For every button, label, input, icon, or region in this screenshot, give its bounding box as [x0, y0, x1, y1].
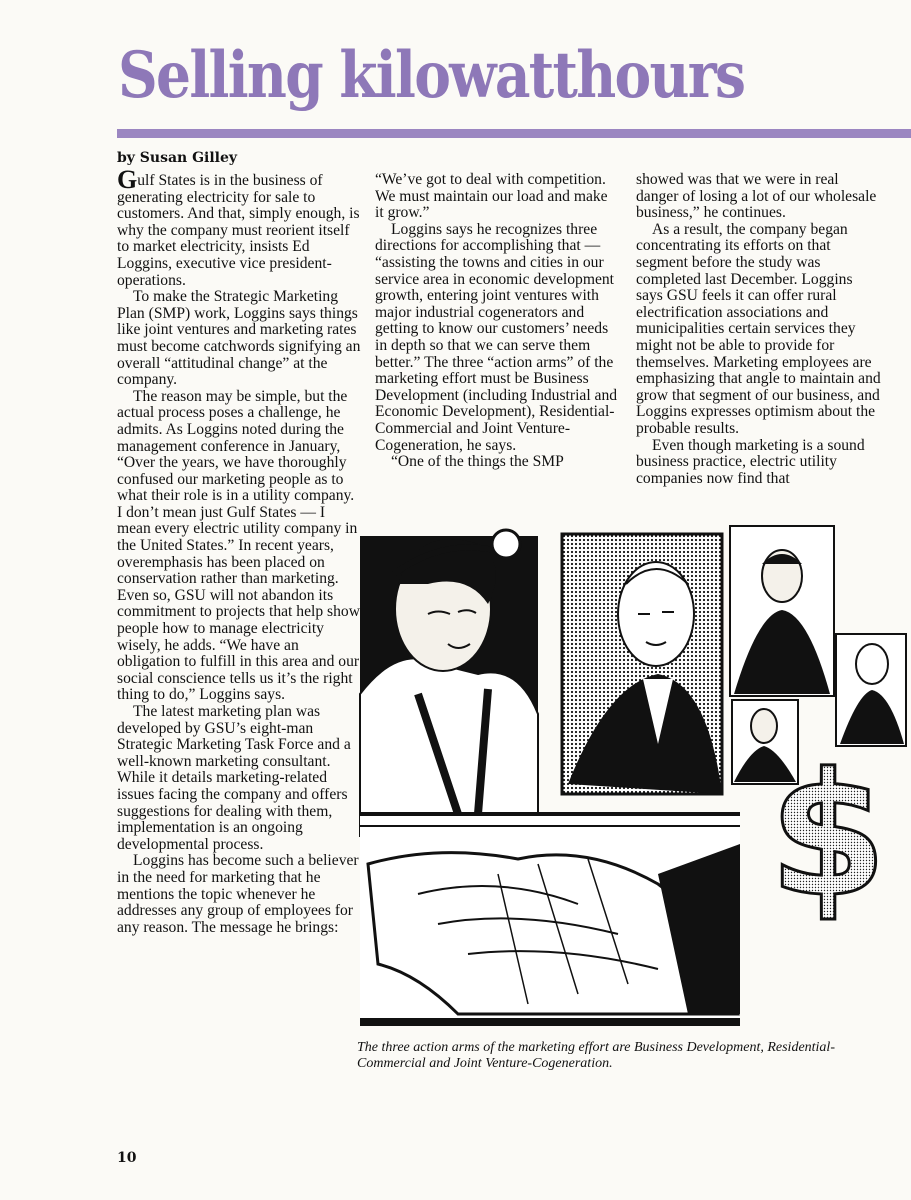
worker-portrait — [360, 530, 538, 836]
executive-portrait — [562, 534, 722, 794]
paragraph: Even though marketing is a sound business practice, electric utility companies now find that — [636, 436, 865, 487]
paragraph: Loggins says he recognizes three directions for accomplishing that — “assisting the towns and cities in our service area in economic development growth, entering joint ventures with major industrial cogenerators and getting to know our customers’ needs in depth so that we can serve them better.” The three “action arms” of the marketing effort must be Business Development (including Industrial and Economic Development), Residential-Commercial and Joint Venture-Cogeneration, he says. — [375, 220, 618, 454]
text-column-2 — [375, 172, 620, 471]
paragraph: “One of the things the SMP — [391, 453, 564, 471]
article-title: Selling kilowatthours — [118, 38, 745, 113]
text-column-1 — [117, 165, 362, 936]
handshake-illustration — [360, 814, 740, 1026]
official-portrait — [836, 634, 906, 746]
svg-text:$: $ — [768, 737, 888, 935]
drop-cap: G — [117, 165, 138, 194]
paragraph: To make the Strategic Marketing Plan (SMP) work, Loggins says things like joint ventures and marketing rates must become catchwords signifying an overall “attitudinal change” at the company. — [117, 288, 361, 389]
byline: by Susan Gilley — [117, 150, 238, 166]
paragraph: Gulf States is in the business of generating electricity for sale to customers. And that, simply enough, is why the company must reorient itself to market electricity, insists Ed Loggins, executive vice president-operations. — [117, 165, 360, 289]
paragraph: As a result, the company began concentrating its efforts on that segment before the study was completed last December. Loggins says GSU feels it can offer rural electrification associations and municipalities certain services they might not be able to provide for themselves. Marketing employees are emphasizing that angle to maintain and grow that segment of our business, and Loggins expresses optimism about the probable results. — [636, 220, 881, 437]
paragraph: The reason may be simple, but the actual process poses a challenge, he admits. As Loggins noted during the management conference in January, “Over the years, we have thoroughly confused our marketing people as to what their role is in a utility company. I don’t mean just Gulf States — I mean every electric utility company in the United States.” In recent years, overemphasis has been placed on conservation rather than marketing. Even so, GSU will not abandon its commitment to projects that help show people how to manage electricity wisely, he adds. “We have an obligation to fulfill in this area and our social conscience tells us it’s the right thing to do,” Loggins says. — [117, 387, 360, 704]
paragraph: The latest marketing plan was developed by GSU’s eight-man Strategic Marketing Task Force and a well-known marketing consultant. While it details marketing-related issues facing the company and offers suggestions for dealing with them, implementation is an ongoing developmental process. — [117, 703, 351, 853]
text-column-3 — [636, 172, 881, 487]
paragraph: showed was that we were in real danger of losing a lot of our wholesale business,” he continues. — [636, 171, 877, 222]
dollar-sign-icon — [769, 737, 887, 935]
paragraph: Loggins has become such a believer in the need for marketing that he mentions the topic whenever he addresses any group of employees for any reason. The message he brings: — [117, 852, 359, 936]
marketing-illustration — [358, 514, 908, 1030]
page-number: 10 — [117, 1150, 137, 1166]
official-portrait — [730, 526, 834, 696]
illustration-caption: The three action arms of the marketing effort are Business Development, Residential-Commercial and Joint Venture-Cogeneration. — [357, 1040, 835, 1071]
paragraph: “We’ve got to deal with competition. We must maintain our load and make it grow.” — [375, 171, 608, 222]
title-rule — [117, 129, 911, 138]
